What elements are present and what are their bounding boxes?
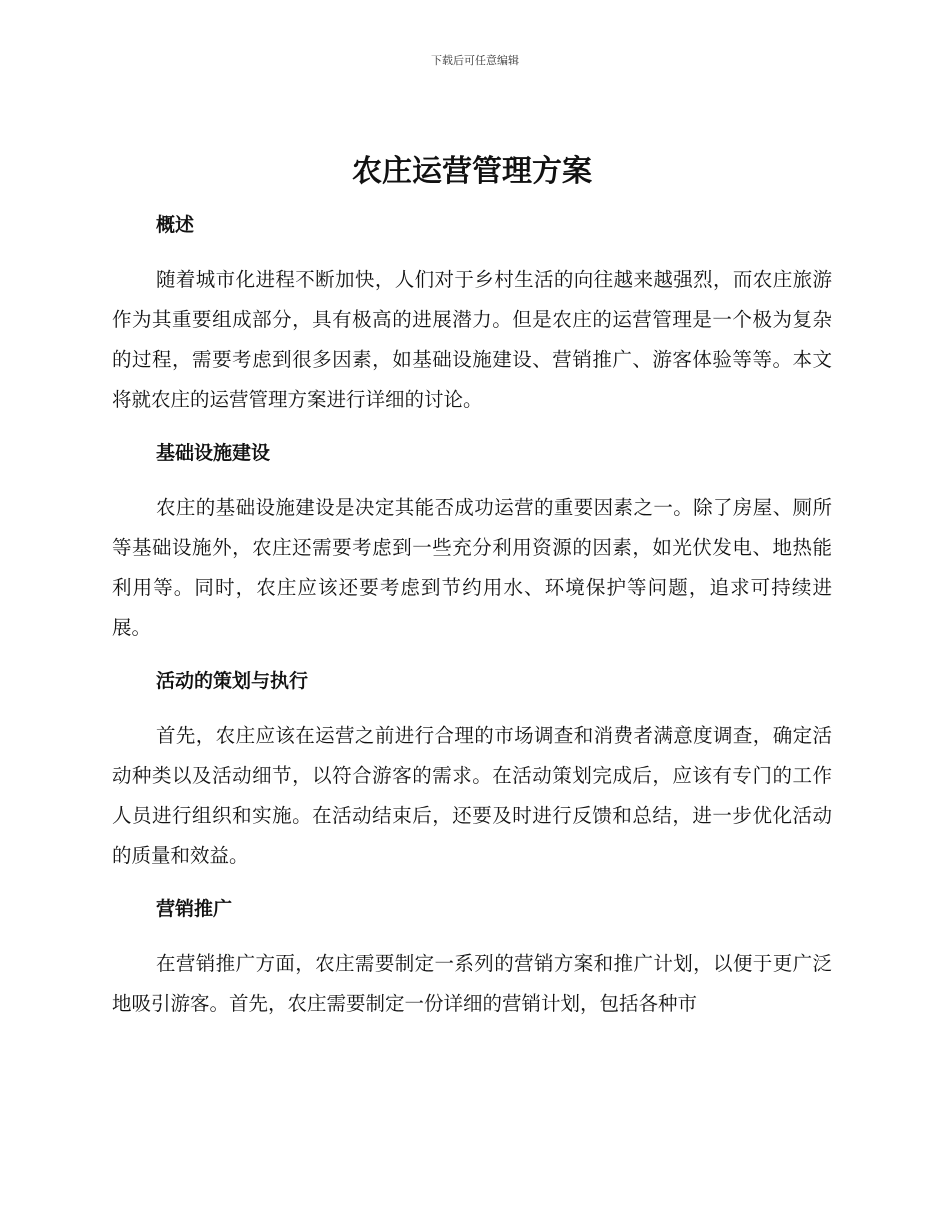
section-activities (112, 668, 832, 876)
document-title: 农庄运营管理方案 (352, 154, 592, 189)
document-body (112, 150, 832, 1024)
section-heading: 基础设施建设 (156, 442, 271, 464)
section-infrastructure (112, 440, 832, 648)
section-marketing (112, 896, 832, 1024)
section-heading: 营销推广 (156, 898, 233, 920)
section-paragraph: 农庄的基础设施建设是决定其能否成功运营的重要因素之一。除了房屋、厕所等基础设施外，农庄还需要考虑到一些充分利用资源的因素，如光伏发电、地热能利用等。同时，农庄应该还要考虑到节约用水、环境保护等问题，追求可持续进展。 (112, 496, 832, 639)
section-heading: 概述 (156, 214, 195, 236)
section-heading: 活动的策划与执行 (156, 670, 309, 692)
section-paragraph: 随着城市化进程不断加快，人们对于乡村生活的向往越来越强烈，而农庄旅游作为其重要组成部分，具有极高的进展潜力。但是农庄的运营管理是一个极为复杂的过程，需要考虑到很多因素，如基础设施建设、营销推广、游客体验等等。本文将就农庄的运营管理方案进行详细的讨论。 (112, 268, 832, 411)
section-paragraph: 首先，农庄应该在运营之前进行合理的市场调查和消费者满意度调查，确定活动种类以及活动细节，以符合游客的需求。在活动策划完成后，应该有专门的工作人员进行组织和实施。在活动结束后，还要及时进行反馈和总结，进一步优化活动的质量和效益。 (112, 724, 832, 867)
section-overview (112, 212, 832, 420)
page-header-note: 下载后可任意编辑 (431, 54, 519, 67)
section-paragraph: 在营销推广方面，农庄需要制定一系列的营销方案和推广计划，以便于更广泛地吸引游客。首先，农庄需要制定一份详细的营销计划，包括各种市 (112, 952, 832, 1015)
